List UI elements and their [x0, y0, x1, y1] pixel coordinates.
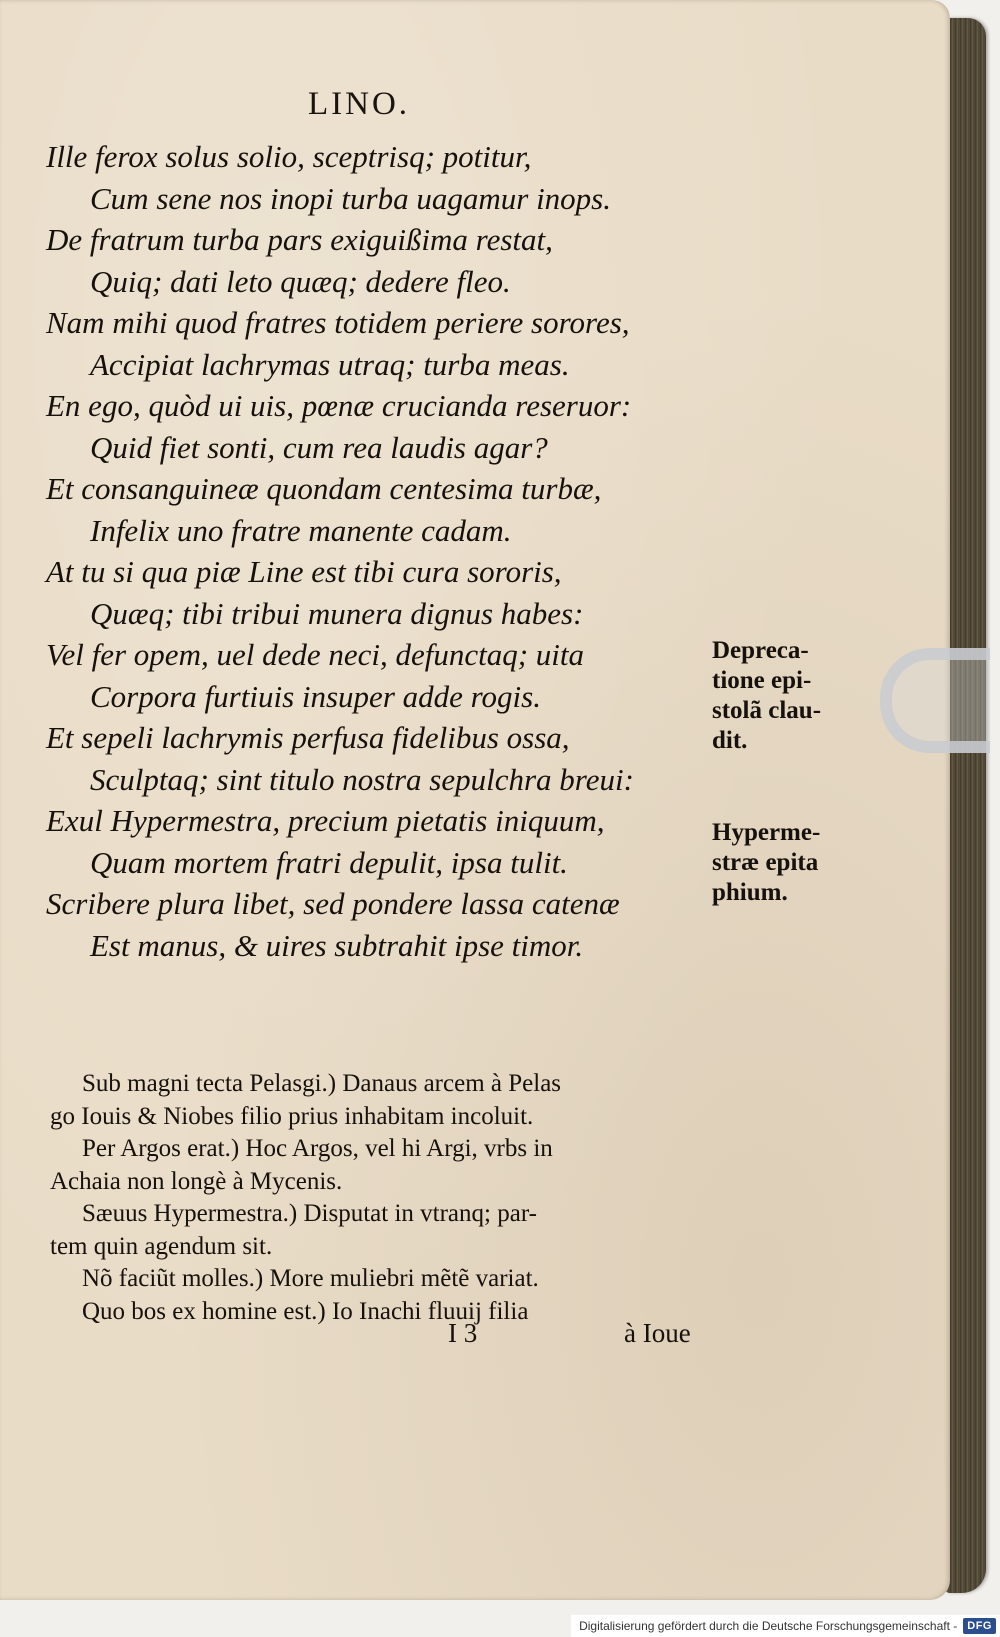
- verse-line: Nam mihi quod fratres totidem periere sorores,: [46, 305, 630, 340]
- commentary-line: Per Argos erat.) Hoc Argos, vel hi Argi, vrbs in: [82, 1135, 553, 1162]
- commentary-line: Sub magni tecta Pelasgi.) Danaus arcem à Pelas: [82, 1070, 562, 1097]
- margin-note-line: Depreca-: [712, 637, 809, 664]
- verse-line: Quiq; dati leto quæq; dedere fleo.: [90, 263, 511, 299]
- verse-line: Est manus, & uires subtrahit ipse timor.: [90, 927, 584, 963]
- verse-line: De fratrum turba pars exiguißima restat,: [46, 222, 553, 257]
- footer-bar: [571, 1615, 1000, 1637]
- commentary-line: tem quin agendum sit.: [50, 1232, 273, 1260]
- margin-note-line: stolã clau-: [712, 697, 822, 724]
- margin-note: [712, 636, 821, 756]
- verse-block: [46, 136, 696, 966]
- margin-note-line: dit.: [712, 727, 748, 754]
- commentary-line: Sæuus Hypermestra.) Disputat in vtranq; par-: [82, 1200, 537, 1227]
- margin-note-line: tione epi-: [712, 667, 812, 694]
- verse-line: Ille ferox solus solio, sceptrisq; potitur,: [46, 139, 532, 174]
- page-clip: [880, 648, 990, 753]
- margin-note: [712, 818, 820, 908]
- catchword: à Ioue: [624, 1318, 691, 1348]
- margin-note-line: Hyperme-: [712, 819, 821, 846]
- verse-line: Scribere plura libet, sed pondere lassa catenæ: [46, 886, 620, 921]
- verse-line: Et sepeli lachrymis perfusa fidelibus ossa,: [46, 720, 570, 755]
- verse-line: Exul Hypermestra, precium pietatis iniquum,: [46, 803, 605, 838]
- verse-line: Quid fiet sonti, cum rea laudis agar?: [90, 429, 548, 465]
- signature-mark: I 3: [448, 1318, 478, 1348]
- margin-note-line: phium.: [712, 879, 788, 906]
- dfg-logo: DFG: [963, 1618, 996, 1634]
- verse-line: At tu si qua piæ Line est tibi cura sororis,: [46, 554, 562, 589]
- commentary-line: Achaia non longè à Mycenis.: [50, 1167, 343, 1195]
- verse-line: Quam mortem fratri depulit, ipsa tulit.: [90, 844, 568, 880]
- verse-line: Et consanguineæ quondam centesima turbæ,: [46, 471, 602, 506]
- verse-line: Accipiat lachrymas utraq; turba meas.: [90, 346, 570, 382]
- commentary-line: go Iouis & Niobes filio prius inhabitam incoluit.: [50, 1102, 534, 1130]
- verse-line: En ego, quòd ui uis, pœnæ crucianda reseruor:: [46, 388, 632, 423]
- verse-line: Quæq; tibi tribui munera dignus habes:: [90, 595, 584, 631]
- funding-notice: Digitalisierung gefördert durch die Deutsche Forschungsgemeinschaft -: [579, 1619, 958, 1633]
- commentary-line: Quo bos ex homine est.) Io Inachi fluuij filia: [82, 1297, 529, 1325]
- verse-line: Infelix uno fratre manente cadam.: [90, 512, 512, 548]
- verse-line: Corpora furtiuis insuper adde rogis.: [90, 678, 541, 714]
- running-head: LINO.: [308, 86, 411, 122]
- book-fore-edge: [944, 18, 986, 1593]
- verse-line: Cum sene nos inopi turba uagamur inops.: [90, 180, 611, 216]
- commentary-line: Nõ faciũt molles.) More muliebri mẽtẽ variat.: [82, 1265, 539, 1292]
- margin-note-line: stræ epita: [712, 849, 819, 876]
- commentary-block: [50, 1068, 710, 1328]
- verse-line: Sculptaq; sint titulo nostra sepulchra breui:: [90, 761, 634, 797]
- verse-line: Vel fer opem, uel dede neci, defunctaq; uita: [46, 637, 585, 672]
